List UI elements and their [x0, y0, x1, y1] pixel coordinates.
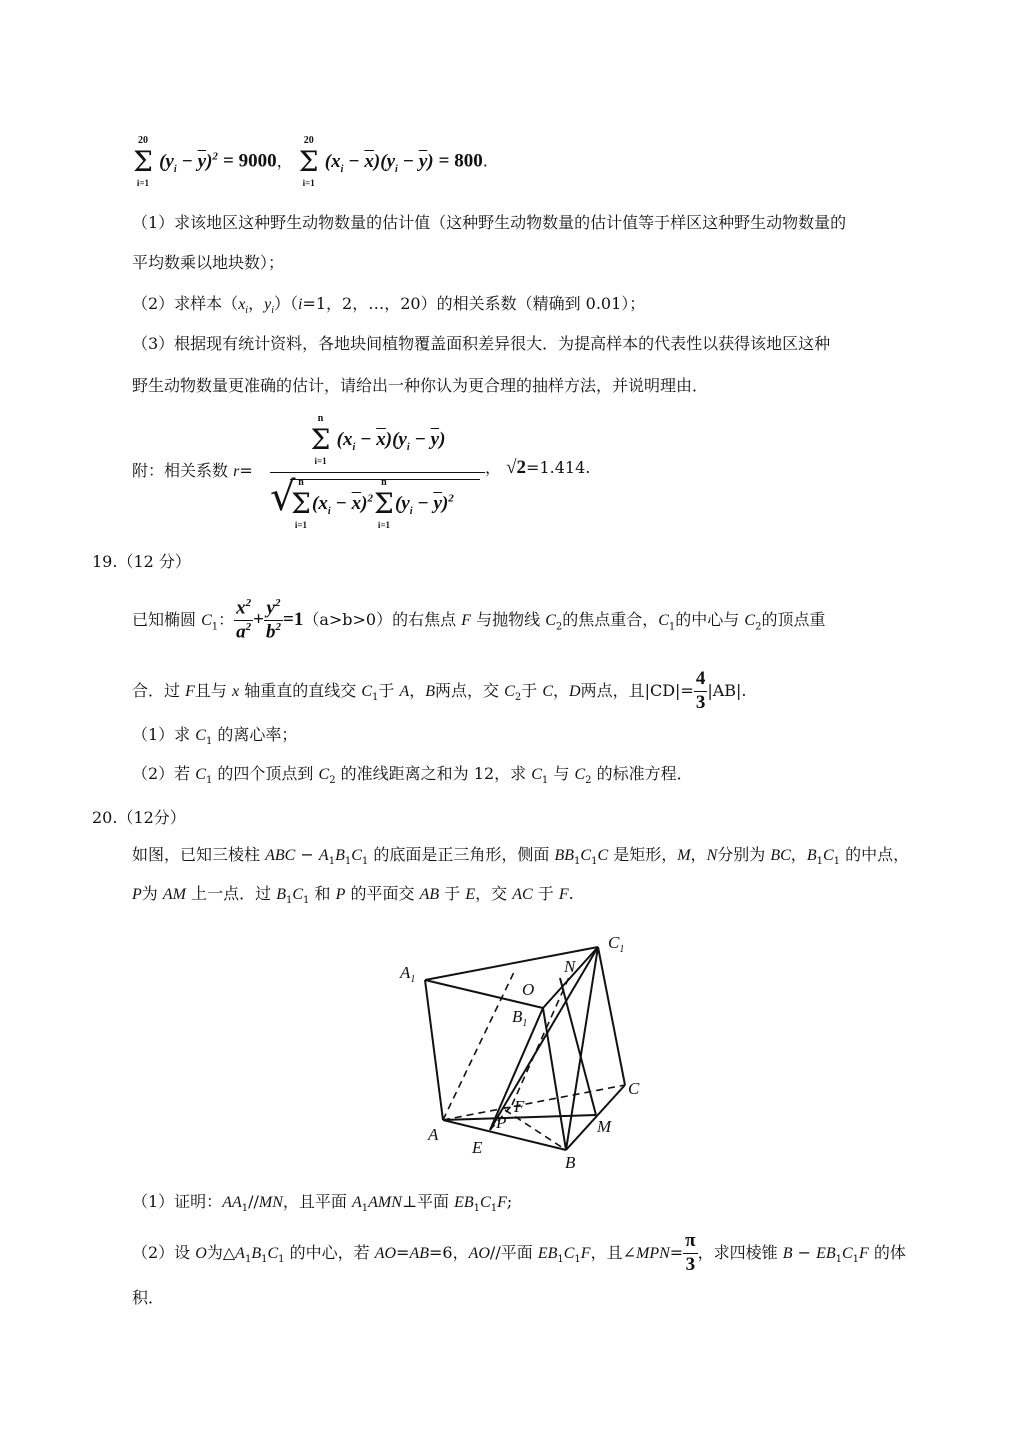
- q20-p2d: =: [396, 1242, 410, 1262]
- q20-l2f: ，交: [475, 884, 508, 903]
- q20-l1e: 的中点，: [845, 845, 910, 864]
- q19-heading: 19.（12 分）: [92, 552, 191, 571]
- appendix-text: 附：相关系数: [132, 461, 229, 480]
- q19-l1b: （a>b>0）的右焦点: [303, 610, 457, 630]
- q20-p2j: 的体: [873, 1242, 906, 1262]
- q20-p1d: ⊥平面: [401, 1192, 449, 1211]
- q20-l2c: 和: [314, 884, 331, 903]
- q19-l2d: 于: [378, 680, 395, 700]
- label-C: C: [628, 1079, 640, 1098]
- q20-heading: 20.（12分）: [92, 808, 186, 827]
- label-A: A: [428, 1125, 439, 1144]
- q18-part1-line1: （1）求该地区这种野生动物数量的估计值（这种野生动物数量的估计值等于样区这种野生动物数量的: [132, 213, 847, 232]
- q19-l2a: 合．过: [132, 680, 181, 700]
- appendix-label: 附：相关系数 r=: [132, 461, 253, 480]
- q20-l1d: 分别为: [717, 845, 766, 864]
- q20-p2b: 为△: [206, 1242, 236, 1262]
- label-P: P: [496, 1113, 507, 1132]
- q20-l2a: 为: [141, 884, 158, 903]
- q19-l1f: 的顶点重: [761, 610, 826, 630]
- q18-part3-line1: （3）根据现有统计资料，各地块间植物覆盖面积差异很大．为提高样本的代表性以获得该地区这种: [132, 334, 831, 353]
- q19-part1: （1）求 $C_1$ 的离心率；: [132, 725, 298, 748]
- q19-line1: 已知椭圆 $C_1$： $\frac{x^2}{a^2}$ + $\frac{y^2}{b^2}$ =1（a>b>0）的右焦点 F 与抛物线 $C_2$的焦点重合，$C_1$的中心与 $C_2$的顶点重: [132, 597, 826, 643]
- label-B1: $B_1$: [512, 1007, 528, 1029]
- q19-part2: （2）若 $C_1$ 的四个顶点到 $C_2$ 的准线距离之和为 12，求 $C_1$ 与 $C_2$ 的标准方程．: [132, 764, 693, 787]
- q18-part2-a: （2）求样本（: [132, 294, 239, 313]
- q20-l1b: 的底面是正三角形，侧面: [373, 845, 550, 864]
- q18-part2: （2）求样本（$x_i$，$y_i)(i=1$，2，…，20）的相关系数（精确到 0.01）；: [132, 294, 646, 317]
- ellipse-frac-y: $\frac{y^2}{b^2}$: [266, 597, 281, 643]
- q19-l2f: 于: [521, 680, 538, 700]
- q20-l2b: 上一点．过: [191, 884, 272, 903]
- q19-l1c: 与抛物线: [476, 610, 541, 630]
- label-F: F: [514, 1097, 525, 1116]
- ellipse-frac-x: $\frac{x^2}{a^2}$: [236, 597, 252, 643]
- q19-l2e: 两点，交: [435, 680, 500, 700]
- q19-line2: 合．过 F且与 x 轴重直的直线交 $C_1$于 A，B两点，交 $C_2$于 C，D两点，且|CD|= $\frac{4}{3}$ |AB|.: [132, 668, 747, 713]
- q19-p1a: （1）求: [132, 725, 191, 744]
- q20-l2d: 的平面交: [350, 884, 415, 903]
- q20-p2h: =: [669, 1242, 684, 1262]
- q19-p2b: 的四个顶点到: [217, 764, 314, 783]
- q20-l1c: 是矩形，: [613, 845, 678, 864]
- q20-p2e: =6，: [429, 1242, 469, 1262]
- label-E: E: [472, 1138, 483, 1157]
- q19-p2c: 的准线距离之和为 12，求: [340, 764, 527, 783]
- q20-p2a: （2）设: [132, 1242, 191, 1262]
- label-C1: $C_1$: [608, 933, 625, 955]
- q19-p2d: 与: [553, 764, 570, 783]
- q19-l1a: 已知椭圆: [132, 610, 197, 630]
- sqrt2-value: =1.414.: [526, 458, 591, 477]
- q20-p1c: ，且平面: [282, 1192, 347, 1211]
- label-N: N: [564, 957, 576, 976]
- q20-part1: （1）证明：$AA_1//MN$，且平面 $A_1AMN\perp$平面 $EB_1C_1F$;: [132, 1192, 513, 1215]
- q19-l2h: |AB|.: [707, 680, 747, 700]
- q20-l2g: 于: [537, 884, 554, 903]
- q18-part2-b: ）（: [273, 294, 298, 313]
- q20-line2: P为 AM 上一点．过 $B_1C_1$ 和 P 的平面交 AB 于 E，交 AC 于 F.: [132, 884, 574, 907]
- label-O: O: [522, 980, 535, 999]
- sum-symbol: Σ 20 i=1: [133, 135, 153, 188]
- label-A1: $A_1$: [400, 963, 416, 985]
- sum-symbol: Σ 20 i=1: [298, 135, 319, 188]
- q18-part3-line2: 野生动物数量更准确的估计，请给出一种你认为更合理的抽样方法，并说明理由．: [132, 376, 709, 395]
- label-M: M: [597, 1117, 612, 1136]
- q19-l2g: 两点，且|CD|=: [580, 680, 694, 700]
- q19-p2e: 的标准方程．: [596, 764, 693, 783]
- q20-line1: 如图，已知三棱柱 ABC − $A_1B_1C_1$ 的底面是正三角形，侧面 $BB_1C_1C$ 是矩形，M，N分别为 BC，$B_1C_1$ 的中点，: [132, 845, 910, 868]
- q18-part1-line2: 平均数乘以地块数）；: [132, 253, 285, 272]
- q19-p2a: （2）若: [132, 764, 191, 783]
- q20-p1a: （1）证明：: [132, 1192, 223, 1211]
- correlation-numerator: Σ n i=1 $(x_i - \overline{x})(y_i - \overline{y})$: [310, 413, 446, 466]
- prism-figure: [390, 925, 650, 1175]
- q20-p2c: 的中心，若: [289, 1242, 370, 1262]
- correlation-denominator: √ Σ n i=1 $(x_i - \overline{x})^2\Sigma$ n i=1 $(y_i - \overline{y})^2$: [270, 479, 485, 519]
- label-B: B: [565, 1153, 576, 1172]
- sqrt2-note: ， √2=1.414.: [485, 457, 591, 478]
- q20-p2i: ，求四棱锥: [697, 1242, 778, 1262]
- sum-formula-line: Σ 20 i=1 $(y_i - \overline{y})^2 = 9000$， Σ 20 i=1 $(x_i - \overline{x})(y_i - \overline{y}) = 800$.: [133, 135, 488, 188]
- sum2-value: 800: [454, 150, 483, 172]
- q19-l2c: 轴重直的直线交: [244, 680, 357, 700]
- q19-l1e: 的中心与: [675, 610, 740, 630]
- correlation-formula: [270, 413, 485, 530]
- q20-p2f: //平面: [489, 1242, 533, 1262]
- sum1-value: 9000: [238, 150, 277, 172]
- q19-l2b: 且与: [194, 680, 227, 700]
- q20-part2-cont: 积．: [132, 1288, 165, 1307]
- q20-l2e: 于: [444, 884, 461, 903]
- q19-l1d: 的焦点重合，: [562, 610, 659, 630]
- q20-p1b: //: [248, 1192, 259, 1211]
- q18-part2-c: =1，2，…，20）的相关系数（精确到 0.01）；: [302, 294, 646, 313]
- q20-p2g: ，且∠: [590, 1242, 636, 1262]
- q19-p1b: 的离心率；: [217, 725, 298, 744]
- q20-part2: （2）设 O为$\triangle A_1B_1C_1$ 的中心，若 AO=AB=6，AO//平面 $EB_1C_1F$，且∠MPN= $\frac{\pi}{3}$ ，求四棱锥 $B - EB_1C_1F$ 的体: [132, 1230, 906, 1275]
- q20-l1a: 如图，已知三棱柱: [132, 845, 261, 864]
